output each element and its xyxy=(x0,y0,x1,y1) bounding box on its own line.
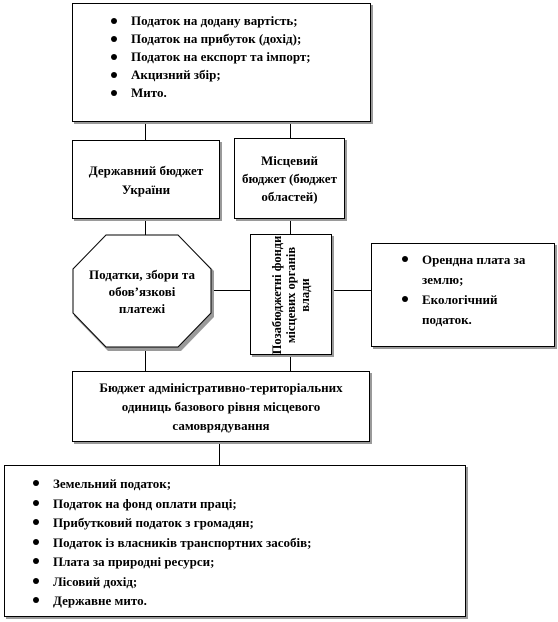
state-budget-label: Державний бюджет України xyxy=(88,162,204,197)
connector-funds-to-fees xyxy=(332,290,372,291)
taxes-node-label: Податки, збори та обов’язкові платежі xyxy=(89,267,195,316)
local-budget-box xyxy=(234,138,345,219)
list-item: Екологічний податок. xyxy=(398,290,546,330)
list-item: Податок на додану вартість; xyxy=(107,12,364,30)
connector-top-to-local xyxy=(290,122,291,138)
connector-base-to-bottom xyxy=(219,441,220,465)
base-budget-label: Бюджет адміністративно-територіальних одиниць базового рівня місцевого самоврядування xyxy=(99,380,343,433)
list-item: Державне мито. xyxy=(29,591,459,611)
top-taxes-list xyxy=(107,12,364,102)
state-budget-box xyxy=(72,140,220,219)
list-item: Лісовий дохід; xyxy=(29,572,459,592)
list-item: Податок із власників транспортних засобів; xyxy=(29,533,459,553)
taxes-octagon xyxy=(72,234,212,349)
list-item: Земельний податок; xyxy=(29,474,459,494)
local-budget-label: Місцевий бюджет (бюджет областей) xyxy=(242,152,337,204)
top-taxes-box xyxy=(72,3,371,122)
list-item: Плата за природні ресурси; xyxy=(29,552,459,572)
list-item: Мито. xyxy=(107,84,364,102)
list-item: Прибутковий податок з громадян; xyxy=(29,513,459,533)
right-fees-box xyxy=(371,243,555,347)
bottom-taxes-list xyxy=(29,474,459,611)
bottom-taxes-box xyxy=(4,465,466,617)
extrabudget-funds-box xyxy=(250,234,332,355)
base-budget-box xyxy=(72,371,370,442)
right-fees-list xyxy=(398,250,546,330)
extrabudget-funds-label: Позабюджетні фонди місцевих органів влади xyxy=(270,235,312,354)
list-item: Орендна плата за землю; xyxy=(398,250,546,290)
list-item: Податок на фонд оплати праці; xyxy=(29,494,459,514)
list-item: Акцизний збір; xyxy=(107,66,364,84)
connector-top-to-state xyxy=(145,122,146,140)
connector-state-to-taxes xyxy=(145,218,146,235)
connector-taxes-to-funds xyxy=(211,290,251,291)
list-item: Податок на прибуток (дохід); xyxy=(107,30,364,48)
connector-taxes-to-base xyxy=(145,348,146,371)
list-item: Податок на експорт та імпорт; xyxy=(107,48,364,66)
